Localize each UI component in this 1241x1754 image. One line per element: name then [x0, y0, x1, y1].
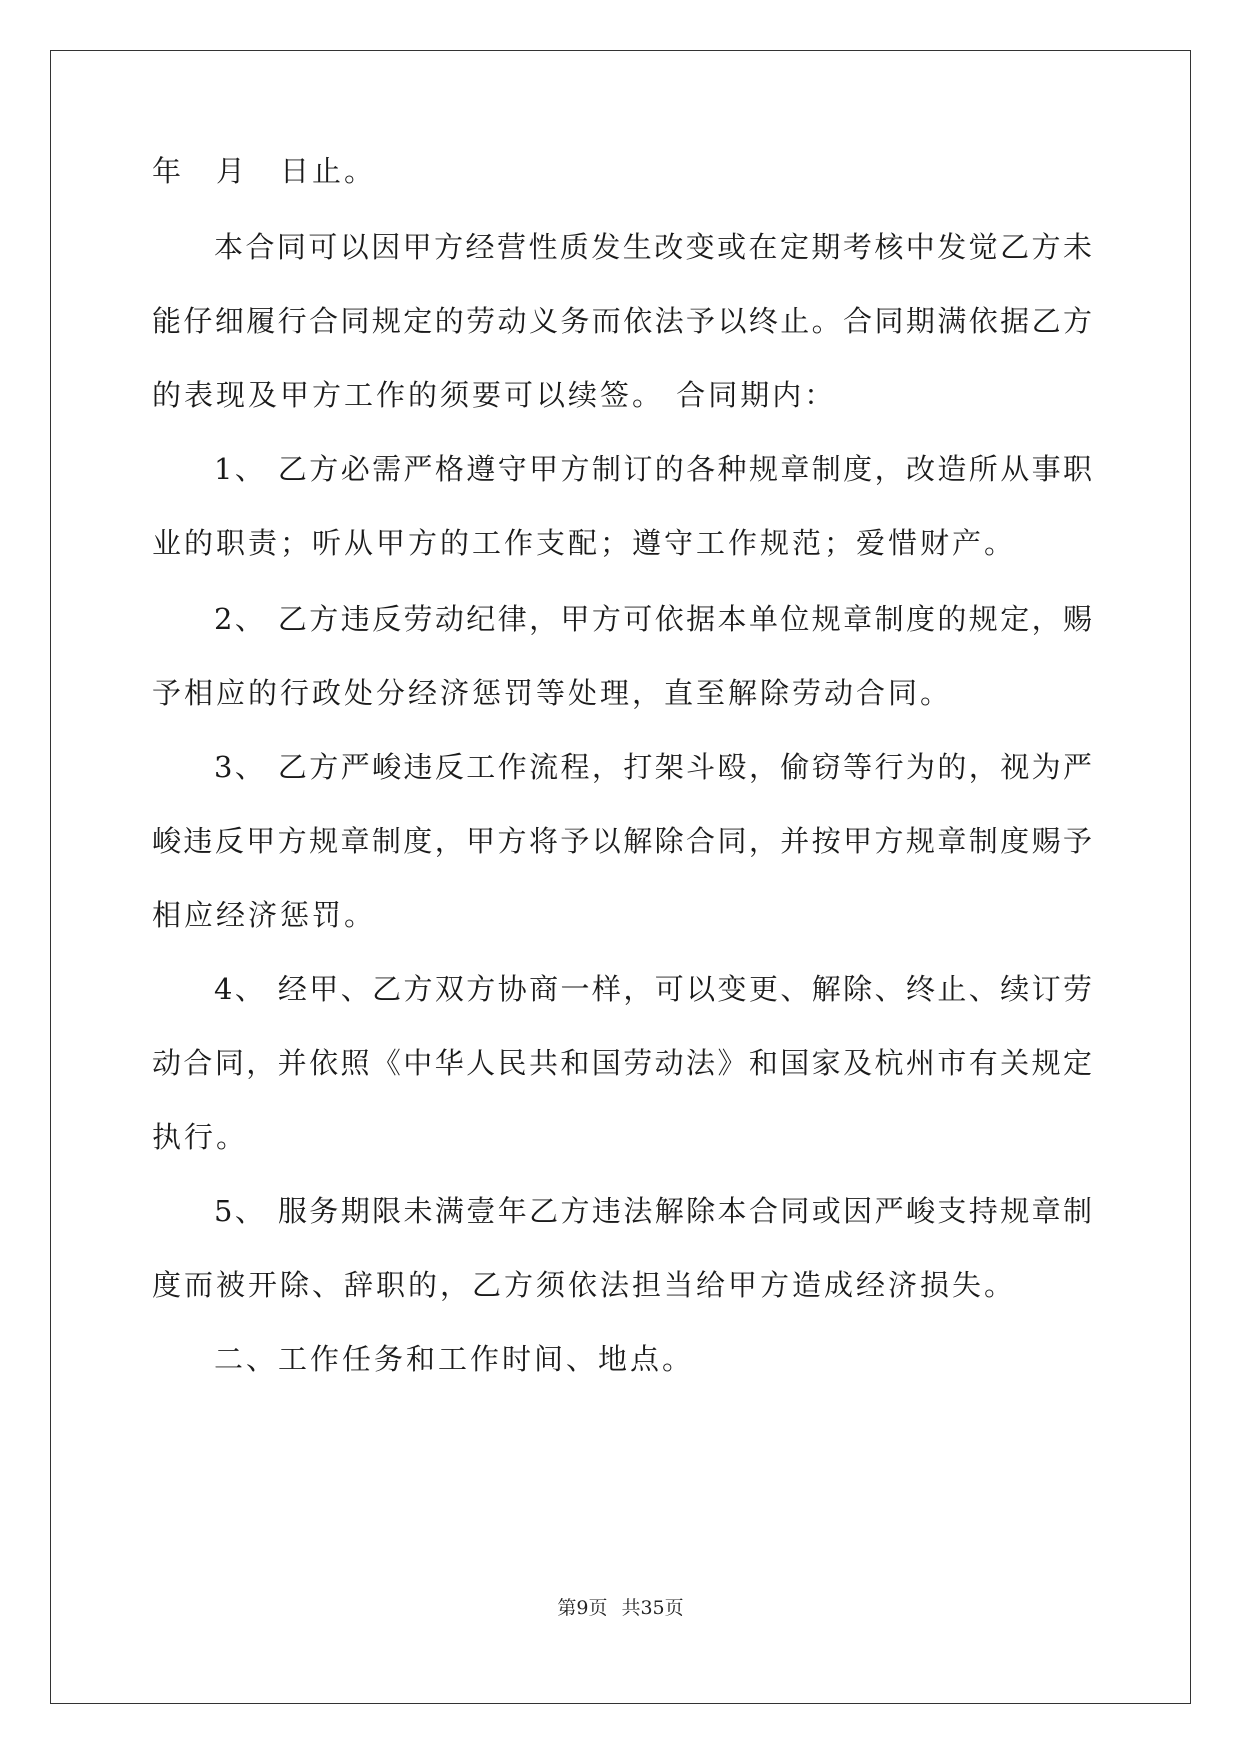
text-line: 峻违反甲方规章制度，甲方将予以解除合同，并按甲方规章制度赐予	[152, 824, 1092, 858]
text-line: 2、 乙方违反劳动纪律，甲方可依据本单位规章制度的规定，赐	[214, 602, 1092, 636]
text-line: 年 月 日止。	[152, 154, 377, 188]
page-number: 第9页	[557, 1597, 608, 1619]
text-line: 执行。	[152, 1120, 249, 1154]
text-line: 能仔细履行合同规定的劳动义务而依法予以终止。合同期满依据乙方	[152, 304, 1092, 338]
page-total: 共35页	[621, 1597, 684, 1619]
text-line: 动合同，并依照《中华人民共和国劳动法》和国家及杭州市有关规定	[152, 1046, 1092, 1080]
text-line: 本合同可以因甲方经营性质发生改变或在定期考核中发觉乙方未	[214, 230, 1092, 264]
text-line: 5、 服务期限未满壹年乙方违法解除本合同或因严峻支持规章制	[214, 1194, 1092, 1228]
text-line: 业的职责；听从甲方的工作支配；遵守工作规范；爱惜财产。	[152, 526, 1017, 560]
page-border	[50, 50, 1191, 1704]
page-footer	[0, 1594, 1241, 1622]
text-line: 的表现及甲方工作的须要可以续签。 合同期内：	[152, 378, 837, 412]
text-line: 予相应的行政处分经济惩罚等处理，直至解除劳动合同。	[152, 676, 953, 710]
text-line: 1、 乙方必需严格遵守甲方制订的各种规章制度，改造所从事职	[214, 452, 1092, 486]
text-line: 4、 经甲、乙方双方协商一样，可以变更、解除、终止、续订劳	[214, 972, 1092, 1006]
text-line: 相应经济惩罚。	[152, 898, 377, 932]
text-line: 3、 乙方严峻违反工作流程，打架斗殴，偷窃等行为的，视为严	[214, 750, 1092, 784]
section-heading: 二、工作任务和工作时间、地点。	[214, 1342, 695, 1376]
text-line: 度而被开除、辞职的，乙方须依法担当给甲方造成经济损失。	[152, 1268, 1017, 1302]
